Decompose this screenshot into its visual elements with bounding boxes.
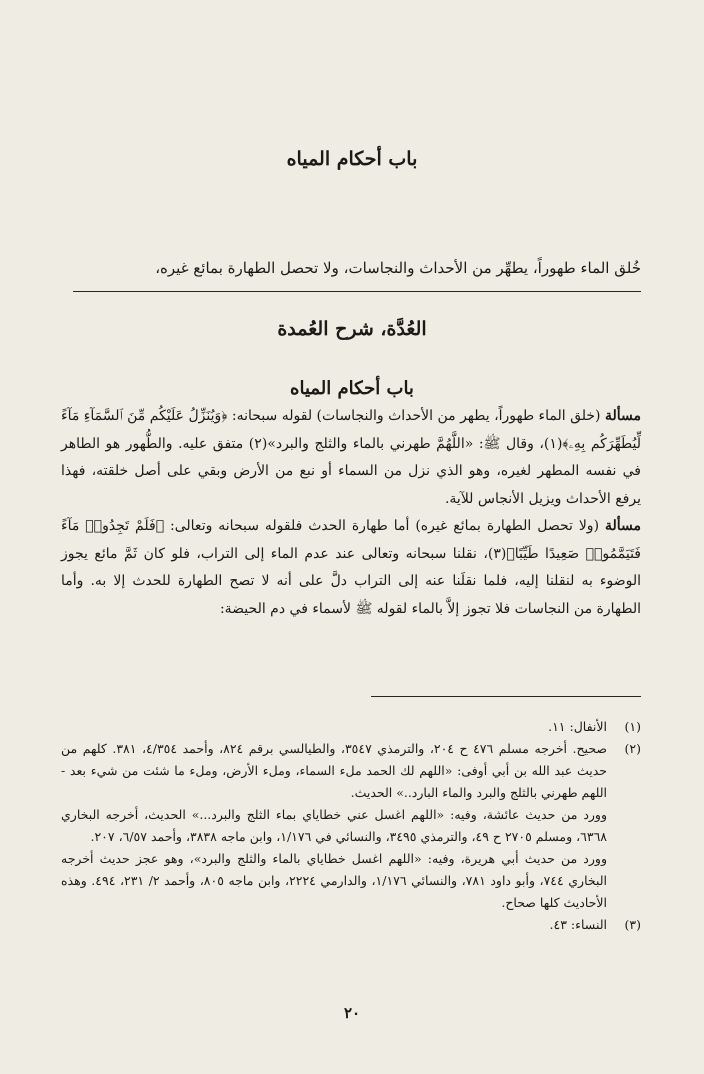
footnote-item [61, 716, 641, 738]
footnote-text: النساء: ٤٣. [549, 917, 607, 932]
footnote-text: وورد من حديث عائشة، وفيه: «اللهم اغسل عني خطاياي بماء الثلج والبرد...» الحديث، أخرجه البخاري ٦٣٦٨، ومسلم ٢٧٠٥ ح ٤٩، والترمذي ٣٤٩٥، والنسائي في ١/١٧٦، وابن ماجه ٣٨٣٨، وأحمد ٦/٥٧، ٢٠٧. [61, 807, 607, 844]
matn-text: خُلق الماء طهوراً، يطهِّر من الأحداث والنجاسات، ولا تحصل الطهارة بمائع غيره، [155, 259, 641, 277]
masala-label: مسألة [604, 518, 641, 534]
footnote-number: (١) [624, 719, 641, 734]
paragraph-text: (ولا تحصل الطهارة بمائع غيره) أما طهارة الحدث فلقوله سبحانه وتعالى: ﴿فَلَمْ تَجِدُوا۟ مَآءً فَتَيَمَّمُوا۟ صَعِيدًا طَيِّبًا﴾(٣)، نقلنا سبحانه وتعالى عند عدم الماء إلى التراب، فلو كان ثَمَّ مائع يجوز الوضوء به لنقلنا إليه، فلما نقلَنا عنه إلى التراب دلَّ على أنه لا تصح الطهارة للحدث إلا به. وأما الطهارة من النجاسات فلا تجوز إلاَّ بالماء لقوله ﷺ لأسماء في دم الحيضة: [61, 518, 641, 617]
masala-label: مسألة [604, 408, 641, 424]
footnote-text: الأنفال: ١١. [548, 719, 607, 734]
section-title: باب أحكام المياه [290, 378, 414, 399]
footnote-text: وورد من حديث أبي هريرة، وفيه: «اللهم اغسل خطاياي بالماء والثلج والبرد»، وهو عجز حديث أخرجه البخاري ٧٤٤، وأبو داود ٧٨١، والنسائي ١/١٧٦، والدارمي ٢٢٢٤، وابن ماجه ٨٠٥، وأحمد ٢/ ٢٣١، ٤٩٤. وهذه الأحاديث كلها صحاح. [61, 851, 608, 910]
footnotes-list [61, 716, 641, 936]
paragraph-masala-2 [61, 513, 641, 623]
chapter-title: باب أحكام المياه [286, 148, 418, 170]
footnote-item [61, 738, 641, 914]
footnote-number: (٢) [624, 741, 641, 756]
footnote-number: (٣) [624, 917, 641, 932]
paragraph-text: (خلق الماء طهوراً، يطهر من الأحداث والنجاسات) لقوله سبحانه: ﴿وَيُنَزِّلُ عَلَيْكُم مِّنَ ٱلسَّمَآءِ مَآءً لِّيُطَهِّرَكُم بِهِۦ﴾(١)، وقال ﷺ: «اللَّهُمَّ طهرني بالماء والثلج والبرد»(٢) متفق عليه. والطُّهور هو الطاهر في نفسه المطهر لغيره، وهو الذي نزل من السماء أو نبع من الأرض وبقي على أصل خلقته، فهذا يرفع الأحداث ويزيل الأنجاس للآية. [61, 408, 641, 507]
matn-block [61, 255, 641, 283]
footnote-item [61, 914, 641, 936]
footnote-text: صحيح. أخرجه مسلم ٤٧٦ ح ٢٠٤، والترمذي ٣٥٤٧، والطيالسي برقم ٨٢٤، وأحمد ٤/٣٥٤، ٣٨١. كلهم من حديث عبد الله بن أبي أوفى: «اللهم لك الحمد ملء السماء، وملء الأرض، وملء ما شئت من شيء بعد - اللهم طهرني بالثلج والبرد والماء البارد..» الحديث. [61, 741, 607, 800]
matn-divider [73, 291, 641, 292]
commentary-title: العُدَّة، شرح العُمدة [277, 318, 427, 340]
commentary-body [61, 403, 641, 623]
paragraph-masala-1 [61, 403, 641, 513]
footnote-divider [371, 696, 641, 697]
page-number: ٢٠ [343, 1004, 361, 1022]
